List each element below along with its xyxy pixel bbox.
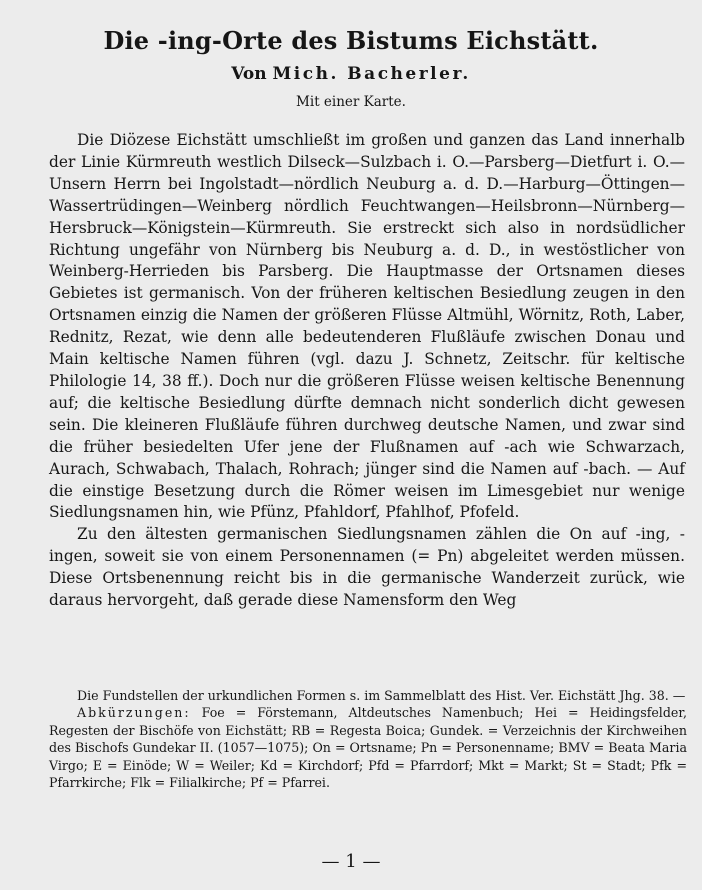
abbreviations-label: Abkürzungen: [77,705,191,721]
paragraph-1: Die Diözese Eichstätt umschließt im großen und ganzen das Land innerhalb der Linie Kürmreuth westlich Dilseck—Sulzbach i. O.—Parsberg—Dietfurt i. O.—Unsern Herrn bei Ingolstadt—nördlich Neuburg a. d. D.—Harburg—Öttingen—Wassertrüdingen—Weinberg nördlich Feuchtwangen—Heilsbronn—Nürnberg—Hersbruck—Königstein—Kürmreuth. Sie erstreckt sich also in nordsüdlicher Richtung ungefähr von Nürnberg bis Neuburg a. d. D., in westöstlicher von Weinberg-Herrieden bis Parsberg. Die Hauptmasse der Ortsnamen dieses Gebietes ist germanisch. Von der früheren keltischen Besiedlung zeugen in den Ortsnamen einzig die Namen der größeren Flüsse Altmühl, Wörnitz, Roth, Laber, Rednitz, Rezat, wie denn alle bedeutenderen Flußläufe zwischen Donau und Main keltische Namen führen (vgl. dazu J. Schnetz, Zeitschr. für keltische Philologie 14, 38 ff.). Doch nur die größeren Flüsse weisen keltische Benennung auf; die keltische Besiedlung dürfte demnach nicht sonderlich dicht gewesen sein. Die kleineren Flußläufe führen durchweg deutsche Namen, und zwar sind die früher besiedelten Ufer jene der Flußnamen auf -ach wie Schwarzach, Aurach, Schwabach, Thalach, Rohrach; jünger sind die Namen auf -bach. — Auf die einstige Besetzung durch die Römer weisen im Limesgebiet nur wenige Siedlungsnamen hin, wie Pfünz, Pfahldorf, Pfahlhof, Pfofeld. [49,131,685,522]
footnote-abbreviations [49,704,687,791]
page-number: — 1 — [321,851,381,872]
paragraph-2: Zu den ältesten germanischen Siedlungsnamen zählen die On auf -ing, -ingen, soweit sie von einem Personennamen (= Pn) abgeleitet werden müssen. Diese Ortsbenennung reicht bis in die germanische Wanderzeit zurück, wie daraus hervorgeht, daß gerade diese Namensform den Weg [49,525,685,610]
author-name: Mich. Bacherler. [272,64,471,84]
abbreviations-text: Foe = Förstemann, Altdeutsches Namenbuch; Hei = Heidingsfelder, Regesten der Bischöfe von Eichstätt; RB = Regesta Boica; Gundek. = Verzeichnis der Kirchweihen des Bischofs Gundekar II. (1057—1075); On = Ortsname; Pn = Personenname; BMV = Beata Maria Virgo; E = Einöde; W = Weiler; Kd = Kirchdorf; Pfd = Pfarrdorf; Mkt = Markt; St = Stadt; Pfk = Pfarrkirche; Flk = Filialkirche; Pf = Pfarrei. [49,705,687,791]
author-prefix: Von [231,64,273,84]
author-line [0,64,702,84]
footnotes [49,687,687,791]
footnote-sources: Die Fundstellen der urkundlichen Formen s. im Sammelblatt des Hist. Ver. Eichstätt Jhg. 38. — [77,688,686,703]
main-text [49,130,685,612]
map-note: Mit einer Karte. [296,94,406,110]
page-title: Die -ing-Orte des Bistums Eichstätt. [103,26,599,55]
